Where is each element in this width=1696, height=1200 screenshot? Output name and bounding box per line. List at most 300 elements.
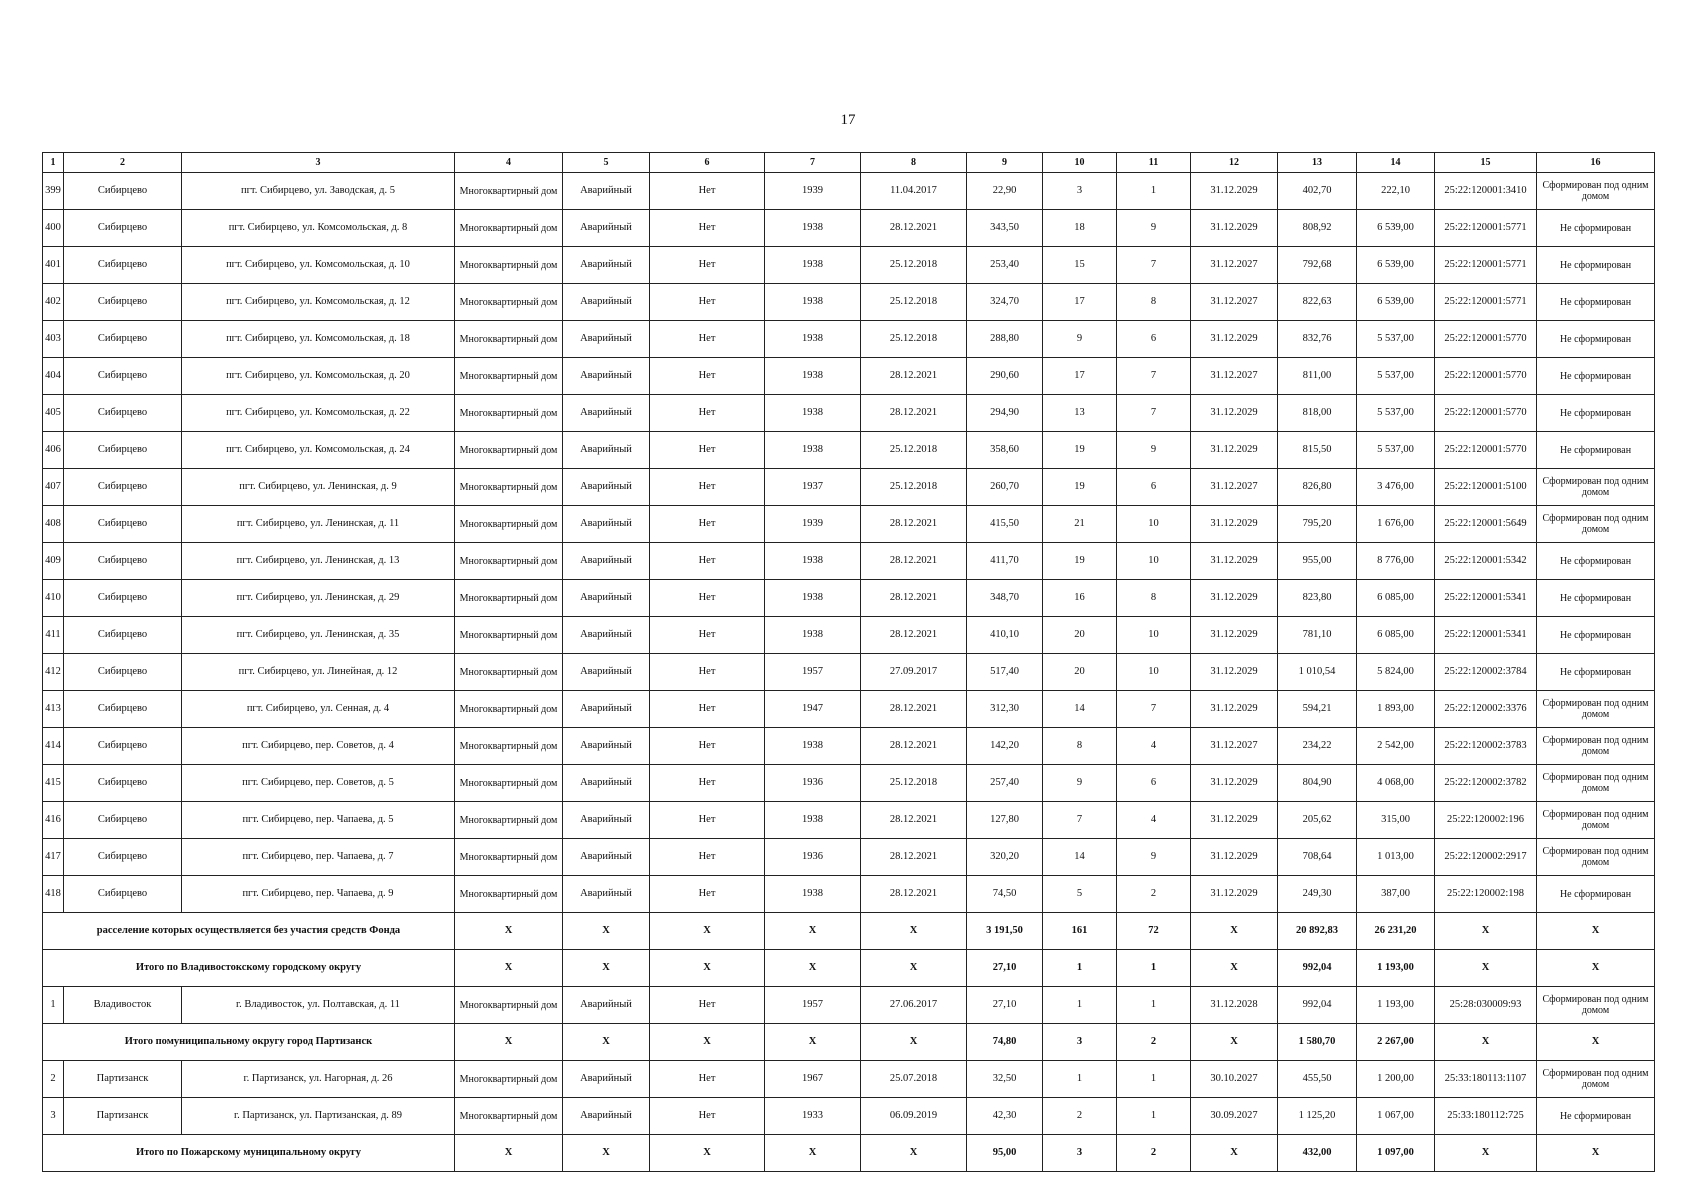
table-row <box>43 654 1655 691</box>
cell-area: 42,30 <box>967 1098 1043 1135</box>
table-row <box>43 210 1655 247</box>
cell-residents: 17 <box>1043 358 1117 395</box>
cell-settlement: Сибирцево <box>64 432 182 469</box>
cell-build-year: 1938 <box>765 432 861 469</box>
cell-relocation-deadline: 31.12.2027 <box>1191 469 1278 506</box>
cell-cadastral-number: 25:22:120001:5770 <box>1435 321 1537 358</box>
cell-recognition-date: 06.09.2019 <box>861 1098 967 1135</box>
total-cell-area: 3 191,50 <box>967 913 1043 950</box>
cell-cadastral-number: 25:22:120001:5771 <box>1435 247 1537 284</box>
cell-recognition-date: 25.07.2018 <box>861 1061 967 1098</box>
cell-land-area: 222,10 <box>1357 173 1435 210</box>
cell-row-number: 409 <box>43 543 64 580</box>
cell-settlement: Владивосток <box>64 987 182 1024</box>
cell-area: 127,80 <box>967 802 1043 839</box>
cell-in-program: Нет <box>650 987 765 1024</box>
cell-condition: Аварийный <box>563 321 650 358</box>
header-col-7: 7 <box>765 153 861 173</box>
total-cell-land-area: 1 097,00 <box>1357 1135 1435 1172</box>
cell-residents: 15 <box>1043 247 1117 284</box>
cell-land-status: Не сформирован <box>1537 617 1655 654</box>
table-row <box>43 358 1655 395</box>
total-cell-recognition-date: X <box>861 1024 967 1061</box>
cell-address: пгт. Сибирцево, ул. Заводская, д. 5 <box>182 173 455 210</box>
cell-land-status: Не сформирован <box>1537 321 1655 358</box>
total-cell-building-type: X <box>455 913 563 950</box>
cell-area: 312,30 <box>967 691 1043 728</box>
cell-total-area: 594,21 <box>1278 691 1357 728</box>
cell-build-year: 1938 <box>765 247 861 284</box>
cell-apartments: 6 <box>1117 321 1191 358</box>
total-cell-total-area: 1 580,70 <box>1278 1024 1357 1061</box>
cell-residents: 9 <box>1043 765 1117 802</box>
cell-row-number: 412 <box>43 654 64 691</box>
cell-in-program: Нет <box>650 765 765 802</box>
table-body <box>43 173 1655 1172</box>
cell-land-status: Сформирован под одним домом <box>1537 987 1655 1024</box>
cell-in-program: Нет <box>650 247 765 284</box>
cell-in-program: Нет <box>650 321 765 358</box>
cell-cadastral-number: 25:22:120001:5649 <box>1435 506 1537 543</box>
cell-total-area: 1 125,20 <box>1278 1098 1357 1135</box>
cell-area: 142,20 <box>967 728 1043 765</box>
cell-build-year: 1939 <box>765 506 861 543</box>
total-row <box>43 913 1655 950</box>
cell-residents: 18 <box>1043 210 1117 247</box>
total-cell-in-program: X <box>650 950 765 987</box>
total-cell-relocation-deadline: X <box>1191 1024 1278 1061</box>
cell-row-number: 416 <box>43 802 64 839</box>
cell-cadastral-number: 25:22:120001:5771 <box>1435 210 1537 247</box>
cell-apartments: 10 <box>1117 506 1191 543</box>
cell-residents: 19 <box>1043 432 1117 469</box>
cell-apartments: 4 <box>1117 802 1191 839</box>
cell-apartments: 9 <box>1117 210 1191 247</box>
cell-apartments: 1 <box>1117 987 1191 1024</box>
cell-relocation-deadline: 31.12.2029 <box>1191 321 1278 358</box>
cell-cadastral-number: 25:22:120002:2917 <box>1435 839 1537 876</box>
cell-building-type: Многоквартирный дом <box>455 358 563 395</box>
cell-condition: Аварийный <box>563 580 650 617</box>
cell-row-number: 414 <box>43 728 64 765</box>
cell-apartments: 8 <box>1117 580 1191 617</box>
table-row <box>43 876 1655 913</box>
cell-address: пгт. Сибирцево, пер. Советов, д. 5 <box>182 765 455 802</box>
cell-recognition-date: 28.12.2021 <box>861 506 967 543</box>
cell-building-type: Многоквартирный дом <box>455 802 563 839</box>
cell-cadastral-number: 25:33:180113:1107 <box>1435 1061 1537 1098</box>
header-col-13: 13 <box>1278 153 1357 173</box>
cell-apartments: 2 <box>1117 876 1191 913</box>
cell-address: пгт. Сибирцево, ул. Ленинская, д. 11 <box>182 506 455 543</box>
table-row <box>43 839 1655 876</box>
cell-recognition-date: 28.12.2021 <box>861 395 967 432</box>
cell-building-type: Многоквартирный дом <box>455 247 563 284</box>
cell-condition: Аварийный <box>563 284 650 321</box>
cell-area: 324,70 <box>967 284 1043 321</box>
cell-settlement: Сибирцево <box>64 617 182 654</box>
cell-residents: 3 <box>1043 173 1117 210</box>
cell-relocation-deadline: 31.12.2029 <box>1191 210 1278 247</box>
total-cell-recognition-date: X <box>861 950 967 987</box>
cell-apartments: 1 <box>1117 173 1191 210</box>
cell-address: пгт. Сибирцево, пер. Чапаева, д. 9 <box>182 876 455 913</box>
cell-relocation-deadline: 31.12.2029 <box>1191 839 1278 876</box>
total-cell-residents: 3 <box>1043 1135 1117 1172</box>
cell-land-area: 5 537,00 <box>1357 432 1435 469</box>
cell-condition: Аварийный <box>563 691 650 728</box>
total-cell-cadastral-number: X <box>1435 1135 1537 1172</box>
total-row <box>43 1135 1655 1172</box>
cell-total-area: 826,80 <box>1278 469 1357 506</box>
cell-land-status: Не сформирован <box>1537 876 1655 913</box>
cell-recognition-date: 28.12.2021 <box>861 210 967 247</box>
total-row <box>43 950 1655 987</box>
total-cell-recognition-date: X <box>861 913 967 950</box>
cell-residents: 8 <box>1043 728 1117 765</box>
cell-land-status: Не сформирован <box>1537 432 1655 469</box>
cell-relocation-deadline: 31.12.2029 <box>1191 432 1278 469</box>
cell-land-status: Сформирован под одним домом <box>1537 728 1655 765</box>
cell-relocation-deadline: 31.12.2029 <box>1191 580 1278 617</box>
cell-recognition-date: 28.12.2021 <box>861 543 967 580</box>
total-cell-residents: 1 <box>1043 950 1117 987</box>
cell-building-type: Многоквартирный дом <box>455 210 563 247</box>
cell-land-status: Не сформирован <box>1537 358 1655 395</box>
cell-in-program: Нет <box>650 210 765 247</box>
cell-recognition-date: 28.12.2021 <box>861 728 967 765</box>
cell-row-number: 408 <box>43 506 64 543</box>
cell-total-area: 792,68 <box>1278 247 1357 284</box>
cell-settlement: Сибирцево <box>64 247 182 284</box>
cell-recognition-date: 28.12.2021 <box>861 580 967 617</box>
cell-total-area: 455,50 <box>1278 1061 1357 1098</box>
cell-settlement: Партизанск <box>64 1098 182 1135</box>
cell-land-area: 2 542,00 <box>1357 728 1435 765</box>
cell-land-area: 5 537,00 <box>1357 358 1435 395</box>
cell-build-year: 1933 <box>765 1098 861 1135</box>
header-col-8: 8 <box>861 153 967 173</box>
cell-total-area: 402,70 <box>1278 173 1357 210</box>
total-cell-in-program: X <box>650 913 765 950</box>
cell-settlement: Сибирцево <box>64 321 182 358</box>
cell-row-number: 406 <box>43 432 64 469</box>
cell-area: 290,60 <box>967 358 1043 395</box>
cell-row-number: 407 <box>43 469 64 506</box>
cell-land-area: 6 539,00 <box>1357 210 1435 247</box>
cell-land-area: 387,00 <box>1357 876 1435 913</box>
total-cell-relocation-deadline: X <box>1191 1135 1278 1172</box>
total-cell-land-status: X <box>1537 950 1655 987</box>
cell-address: пгт. Сибирцево, ул. Комсомольская, д. 8 <box>182 210 455 247</box>
cell-cadastral-number: 25:33:180112:725 <box>1435 1098 1537 1135</box>
total-cell-land-area: 1 193,00 <box>1357 950 1435 987</box>
table-row <box>43 765 1655 802</box>
cell-total-area: 234,22 <box>1278 728 1357 765</box>
cell-apartments: 10 <box>1117 654 1191 691</box>
cell-total-area: 249,30 <box>1278 876 1357 913</box>
total-label: Итого по Владивостокскому городскому округу <box>43 950 455 987</box>
cell-total-area: 811,00 <box>1278 358 1357 395</box>
cell-build-year: 1938 <box>765 395 861 432</box>
cell-apartments: 7 <box>1117 358 1191 395</box>
cell-recognition-date: 28.12.2021 <box>861 617 967 654</box>
cell-recognition-date: 27.09.2017 <box>861 654 967 691</box>
cell-recognition-date: 25.12.2018 <box>861 321 967 358</box>
cell-condition: Аварийный <box>563 543 650 580</box>
cell-apartments: 7 <box>1117 691 1191 728</box>
cell-build-year: 1967 <box>765 1061 861 1098</box>
total-cell-build-year: X <box>765 1135 861 1172</box>
total-label: расселение которых осуществляется без участия средств Фонда <box>43 913 455 950</box>
total-cell-area: 74,80 <box>967 1024 1043 1061</box>
cell-residents: 7 <box>1043 802 1117 839</box>
header-col-14: 14 <box>1357 153 1435 173</box>
total-cell-condition: X <box>563 1024 650 1061</box>
cell-in-program: Нет <box>650 358 765 395</box>
cell-area: 348,70 <box>967 580 1043 617</box>
total-cell-condition: X <box>563 913 650 950</box>
cell-total-area: 1 010,54 <box>1278 654 1357 691</box>
cell-area: 294,90 <box>967 395 1043 432</box>
cell-apartments: 7 <box>1117 395 1191 432</box>
cell-area: 22,90 <box>967 173 1043 210</box>
cell-residents: 13 <box>1043 395 1117 432</box>
cell-land-area: 1 893,00 <box>1357 691 1435 728</box>
cell-settlement: Сибирцево <box>64 284 182 321</box>
cell-building-type: Многоквартирный дом <box>455 173 563 210</box>
cell-apartments: 6 <box>1117 765 1191 802</box>
header-col-4: 4 <box>455 153 563 173</box>
cell-land-status: Не сформирован <box>1537 247 1655 284</box>
header-col-6: 6 <box>650 153 765 173</box>
cell-area: 74,50 <box>967 876 1043 913</box>
cell-condition: Аварийный <box>563 728 650 765</box>
cell-land-area: 1 200,00 <box>1357 1061 1435 1098</box>
cell-apartments: 10 <box>1117 617 1191 654</box>
cell-relocation-deadline: 31.12.2029 <box>1191 691 1278 728</box>
total-cell-cadastral-number: X <box>1435 913 1537 950</box>
cell-land-area: 5 537,00 <box>1357 395 1435 432</box>
total-cell-relocation-deadline: X <box>1191 950 1278 987</box>
cell-condition: Аварийный <box>563 358 650 395</box>
cell-recognition-date: 28.12.2021 <box>861 691 967 728</box>
total-cell-recognition-date: X <box>861 1135 967 1172</box>
cell-in-program: Нет <box>650 284 765 321</box>
cell-row-number: 418 <box>43 876 64 913</box>
cell-cadastral-number: 25:22:120002:3784 <box>1435 654 1537 691</box>
cell-address: пгт. Сибирцево, ул. Сенная, д. 4 <box>182 691 455 728</box>
cell-apartments: 7 <box>1117 247 1191 284</box>
cell-settlement: Сибирцево <box>64 506 182 543</box>
cell-apartments: 6 <box>1117 469 1191 506</box>
total-cell-land-area: 26 231,20 <box>1357 913 1435 950</box>
cell-settlement: Сибирцево <box>64 173 182 210</box>
cell-land-status: Не сформирован <box>1537 395 1655 432</box>
cell-area: 517,40 <box>967 654 1043 691</box>
cell-building-type: Многоквартирный дом <box>455 1061 563 1098</box>
cell-residents: 16 <box>1043 580 1117 617</box>
cell-total-area: 795,20 <box>1278 506 1357 543</box>
total-cell-condition: X <box>563 1135 650 1172</box>
cell-relocation-deadline: 31.12.2029 <box>1191 765 1278 802</box>
cell-address: пгт. Сибирцево, ул. Ленинская, д. 13 <box>182 543 455 580</box>
cell-cadastral-number: 25:22:120001:5100 <box>1435 469 1537 506</box>
total-cell-area: 27,10 <box>967 950 1043 987</box>
cell-condition: Аварийный <box>563 1098 650 1135</box>
cell-condition: Аварийный <box>563 173 650 210</box>
cell-condition: Аварийный <box>563 839 650 876</box>
cell-land-area: 5 824,00 <box>1357 654 1435 691</box>
cell-cadastral-number: 25:22:120001:5770 <box>1435 358 1537 395</box>
cell-address: пгт. Сибирцево, пер. Советов, д. 4 <box>182 728 455 765</box>
cell-row-number: 403 <box>43 321 64 358</box>
cell-settlement: Сибирцево <box>64 210 182 247</box>
cell-relocation-deadline: 30.10.2027 <box>1191 1061 1278 1098</box>
cell-land-status: Сформирован под одним домом <box>1537 506 1655 543</box>
cell-in-program: Нет <box>650 543 765 580</box>
table-row <box>43 506 1655 543</box>
cell-address: г. Владивосток, ул. Полтавская, д. 11 <box>182 987 455 1024</box>
header-col-3: 3 <box>182 153 455 173</box>
cell-build-year: 1938 <box>765 358 861 395</box>
cell-address: пгт. Сибирцево, ул. Комсомольская, д. 20 <box>182 358 455 395</box>
cell-address: пгт. Сибирцево, ул. Ленинская, д. 35 <box>182 617 455 654</box>
cell-address: пгт. Сибирцево, пер. Чапаева, д. 5 <box>182 802 455 839</box>
total-cell-residents: 3 <box>1043 1024 1117 1061</box>
cell-in-program: Нет <box>650 802 765 839</box>
cell-land-status: Не сформирован <box>1537 1098 1655 1135</box>
cell-row-number: 400 <box>43 210 64 247</box>
cell-total-area: 818,00 <box>1278 395 1357 432</box>
cell-settlement: Сибирцево <box>64 654 182 691</box>
cell-recognition-date: 25.12.2018 <box>861 247 967 284</box>
header-col-16: 16 <box>1537 153 1655 173</box>
cell-condition: Аварийный <box>563 654 650 691</box>
cell-building-type: Многоквартирный дом <box>455 580 563 617</box>
total-cell-relocation-deadline: X <box>1191 913 1278 950</box>
cell-land-status: Сформирован под одним домом <box>1537 691 1655 728</box>
cell-building-type: Многоквартирный дом <box>455 284 563 321</box>
cell-relocation-deadline: 31.12.2029 <box>1191 543 1278 580</box>
cell-relocation-deadline: 31.12.2027 <box>1191 247 1278 284</box>
total-cell-build-year: X <box>765 950 861 987</box>
cell-building-type: Многоквартирный дом <box>455 691 563 728</box>
cell-row-number: 401 <box>43 247 64 284</box>
cell-cadastral-number: 25:22:120001:3410 <box>1435 173 1537 210</box>
cell-settlement: Сибирцево <box>64 358 182 395</box>
cell-row-number: 2 <box>43 1061 64 1098</box>
header-col-2: 2 <box>64 153 182 173</box>
cell-in-program: Нет <box>650 1098 765 1135</box>
cell-condition: Аварийный <box>563 506 650 543</box>
cell-apartments: 4 <box>1117 728 1191 765</box>
cell-total-area: 815,50 <box>1278 432 1357 469</box>
cell-condition: Аварийный <box>563 617 650 654</box>
cell-settlement: Сибирцево <box>64 765 182 802</box>
cell-land-status: Сформирован под одним домом <box>1537 839 1655 876</box>
total-cell-land-area: 2 267,00 <box>1357 1024 1435 1061</box>
total-cell-area: 95,00 <box>967 1135 1043 1172</box>
cell-recognition-date: 27.06.2017 <box>861 987 967 1024</box>
cell-land-area: 1 193,00 <box>1357 987 1435 1024</box>
cell-address: г. Партизанск, ул. Нагорная, д. 26 <box>182 1061 455 1098</box>
cell-land-area: 315,00 <box>1357 802 1435 839</box>
cell-condition: Аварийный <box>563 469 650 506</box>
total-cell-total-area: 992,04 <box>1278 950 1357 987</box>
cell-recognition-date: 25.12.2018 <box>861 432 967 469</box>
cell-land-status: Сформирован под одним домом <box>1537 1061 1655 1098</box>
header-col-10: 10 <box>1043 153 1117 173</box>
cell-recognition-date: 25.12.2018 <box>861 284 967 321</box>
cell-cadastral-number: 25:22:120001:5342 <box>1435 543 1537 580</box>
cell-recognition-date: 28.12.2021 <box>861 876 967 913</box>
cell-settlement: Сибирцево <box>64 728 182 765</box>
cell-land-area: 1 067,00 <box>1357 1098 1435 1135</box>
cell-land-status: Не сформирован <box>1537 210 1655 247</box>
table-row <box>43 802 1655 839</box>
cell-area: 320,20 <box>967 839 1043 876</box>
cell-relocation-deadline: 31.12.2028 <box>1191 987 1278 1024</box>
cell-total-area: 205,62 <box>1278 802 1357 839</box>
cell-settlement: Партизанск <box>64 1061 182 1098</box>
cell-relocation-deadline: 31.12.2027 <box>1191 284 1278 321</box>
cell-total-area: 804,90 <box>1278 765 1357 802</box>
cell-build-year: 1938 <box>765 876 861 913</box>
cell-cadastral-number: 25:22:120002:3783 <box>1435 728 1537 765</box>
total-cell-land-status: X <box>1537 913 1655 950</box>
cell-address: пгт. Сибирцево, ул. Комсомольская, д. 10 <box>182 247 455 284</box>
cell-in-program: Нет <box>650 506 765 543</box>
cell-building-type: Многоквартирный дом <box>455 395 563 432</box>
cell-building-type: Многоквартирный дом <box>455 321 563 358</box>
cell-in-program: Нет <box>650 876 765 913</box>
total-cell-apartments: 1 <box>1117 950 1191 987</box>
cell-area: 27,10 <box>967 987 1043 1024</box>
cell-land-status: Сформирован под одним домом <box>1537 173 1655 210</box>
cell-building-type: Многоквартирный дом <box>455 543 563 580</box>
total-cell-in-program: X <box>650 1024 765 1061</box>
cell-residents: 19 <box>1043 469 1117 506</box>
cell-cadastral-number: 25:22:120001:5341 <box>1435 617 1537 654</box>
total-cell-residents: 161 <box>1043 913 1117 950</box>
cell-residents: 1 <box>1043 1061 1117 1098</box>
cell-area: 257,40 <box>967 765 1043 802</box>
cell-apartments: 9 <box>1117 839 1191 876</box>
cell-cadastral-number: 25:22:120002:198 <box>1435 876 1537 913</box>
total-cell-build-year: X <box>765 913 861 950</box>
cell-relocation-deadline: 31.12.2029 <box>1191 506 1278 543</box>
cell-building-type: Многоквартирный дом <box>455 765 563 802</box>
cell-address: пгт. Сибирцево, ул. Ленинская, д. 9 <box>182 469 455 506</box>
page-number: 17 <box>840 112 856 128</box>
cell-build-year: 1938 <box>765 802 861 839</box>
cell-recognition-date: 28.12.2021 <box>861 839 967 876</box>
total-cell-land-status: X <box>1537 1024 1655 1061</box>
table-row <box>43 987 1655 1024</box>
cell-building-type: Многоквартирный дом <box>455 987 563 1024</box>
total-cell-cadastral-number: X <box>1435 950 1537 987</box>
cell-total-area: 992,04 <box>1278 987 1357 1024</box>
cell-in-program: Нет <box>650 580 765 617</box>
cell-relocation-deadline: 31.12.2029 <box>1191 654 1278 691</box>
cell-build-year: 1936 <box>765 765 861 802</box>
cell-build-year: 1939 <box>765 173 861 210</box>
cell-residents: 17 <box>1043 284 1117 321</box>
cell-in-program: Нет <box>650 728 765 765</box>
cell-row-number: 402 <box>43 284 64 321</box>
cell-build-year: 1947 <box>765 691 861 728</box>
